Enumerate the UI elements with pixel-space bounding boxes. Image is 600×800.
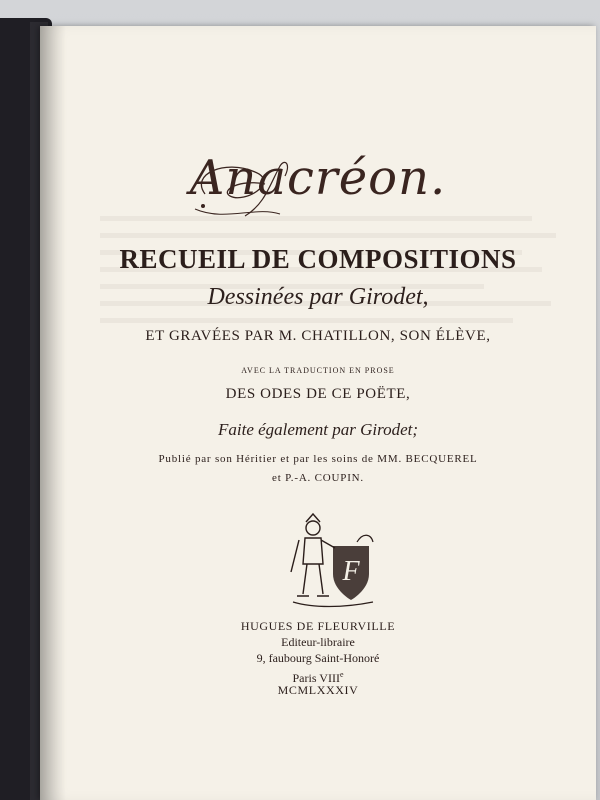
engraved-by-line: ET GRAVÉES PAR M. CHATILLON, SON ÉLÈVE, xyxy=(145,328,491,344)
publisher-address: 9, faubourg Saint-Honoré xyxy=(256,651,380,665)
svg-text:F: F xyxy=(342,556,360,587)
title-block xyxy=(40,26,596,800)
translation-line: AVEC LA TRADUCTION EN PROSE xyxy=(241,366,395,375)
subtitle: RECUEIL DE COMPOSITIONS xyxy=(119,244,517,274)
title-page xyxy=(40,26,596,800)
odes-line: DES ODES DE CE POËTE, xyxy=(225,386,411,402)
publication-year: MCMLXXXIV xyxy=(277,683,359,697)
knight-with-shield-emblem-icon xyxy=(283,512,383,612)
publisher-role: Editeur-libraire xyxy=(281,635,355,649)
city-superscript: e xyxy=(339,670,344,679)
drawn-by-line: Dessinées par Girodet, xyxy=(207,284,429,310)
published-by-line-2: et P.-A. COUPIN. xyxy=(272,472,364,484)
published-by-line: Publié par son Héritier et par les soins de MM. BECQUEREL xyxy=(158,453,478,465)
publisher-name: HUGUES DE FLEURVILLE xyxy=(240,619,396,633)
also-by-line: Faite également par Girodet; xyxy=(217,420,418,439)
main-title: Anacréon. xyxy=(189,150,447,206)
city-text: Paris VIII xyxy=(292,671,340,685)
